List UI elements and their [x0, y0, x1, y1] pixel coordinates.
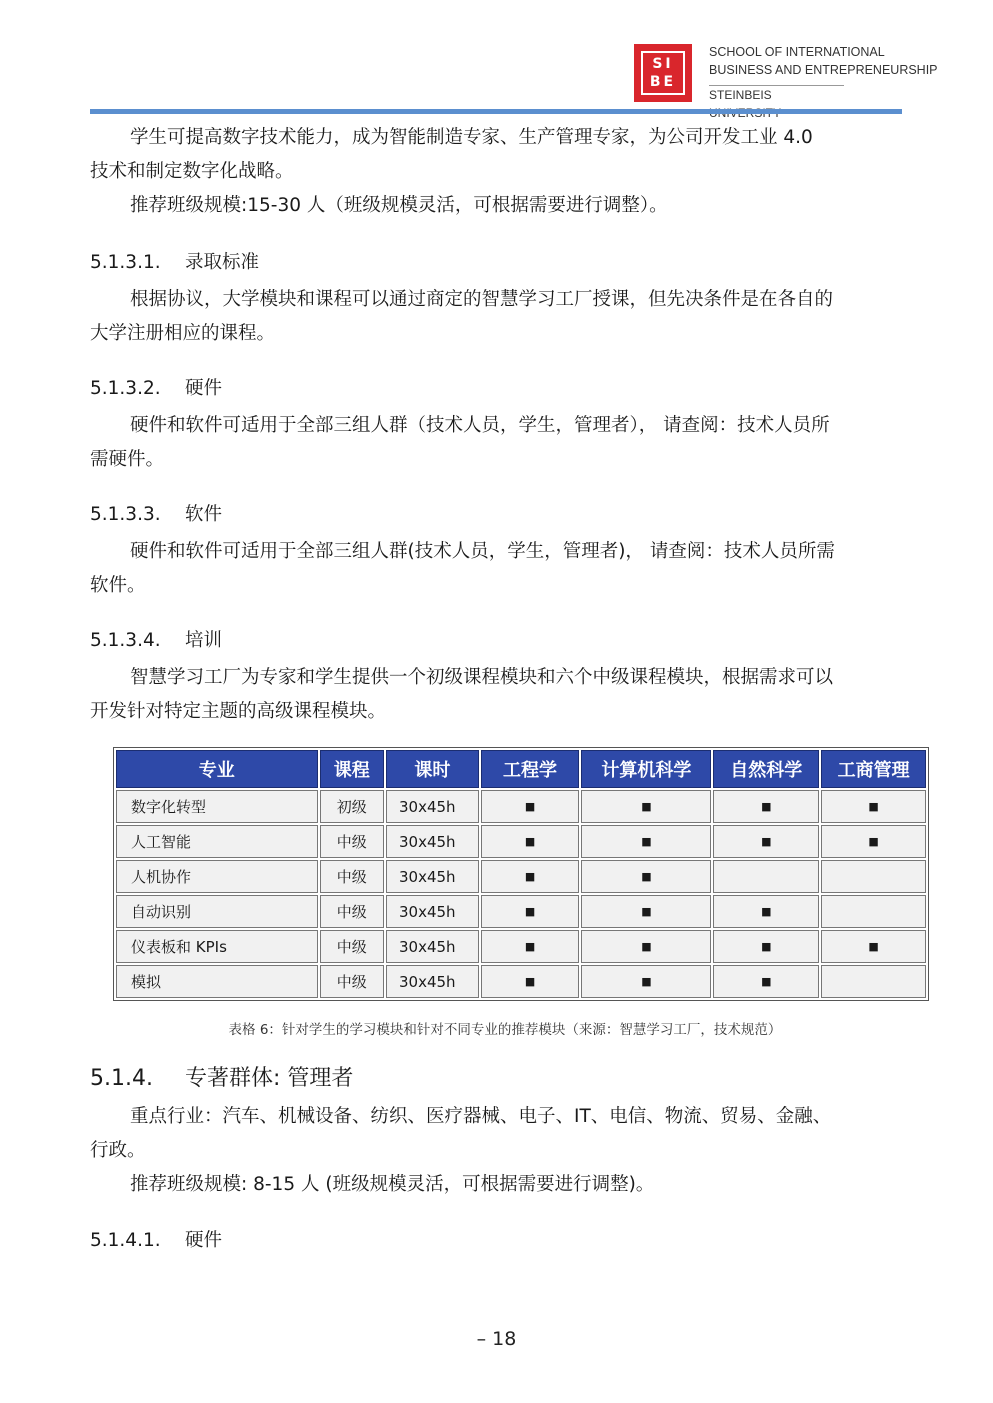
- header-major: 专业: [116, 750, 318, 788]
- mark-computer-science: ■: [581, 895, 711, 928]
- heading-5-1-3-4: [90, 626, 222, 656]
- section-number: 5.1.4.: [90, 1066, 153, 1091]
- mark-natural-science: ■: [713, 895, 819, 928]
- paragraph-industries: [90, 1100, 900, 1202]
- heading-5-1-3-2: [90, 374, 222, 404]
- header-hours: 课时: [386, 750, 479, 788]
- module-hours: 30x45h: [386, 825, 479, 858]
- mark-computer-science: ■: [581, 825, 711, 858]
- s2-line-1: 硬件和软件可适用于全部三组人群（技术人员，学生，管理者）， 请查阅：技术人员所: [130, 415, 830, 436]
- mark-business-admin: [821, 965, 926, 998]
- section-title: 硬件: [185, 1230, 223, 1251]
- section-title: 专著群体: 管理者: [185, 1066, 354, 1091]
- s1-line-1: 根据协议，大学模块和课程可以通过商定的智慧学习工厂授课，但先决条件是在各自的: [130, 289, 834, 310]
- section-title: 硬件: [185, 378, 223, 399]
- header-business-admin: 工商管理: [821, 750, 926, 788]
- p2-class-size: 推荐班级规模:15-30 人（班级规模灵活，可根据需要进行调整）。: [130, 195, 668, 216]
- section-number: 5.1.3.3.: [90, 504, 161, 525]
- mark-engineering: ■: [481, 825, 580, 858]
- module-name: 自动识别: [116, 895, 318, 928]
- module-level: 中级: [320, 825, 384, 858]
- heading-5-1-4: [90, 1063, 353, 1095]
- s3-line-1: 硬件和软件可适用于全部三组人群(技术人员，学生，管理者)， 请查阅：技术人员所需: [130, 541, 835, 562]
- logo-line-1: SI: [652, 56, 674, 72]
- mark-computer-science: ■: [581, 790, 711, 823]
- module-name: 数字化转型: [116, 790, 318, 823]
- mark-computer-science: ■: [581, 860, 711, 893]
- industries-line-2: 行政。: [90, 1140, 146, 1161]
- table-caption: 表格 6：针对学生的学习模块和针对不同专业的推荐模块（来源：智慧学习工厂，技术规范）: [228, 1022, 782, 1038]
- university-name: STEINBEIS: [709, 85, 844, 122]
- module-level: 初级: [320, 790, 384, 823]
- mark-natural-science: ■: [713, 790, 819, 823]
- module-hours: 30x45h: [386, 895, 479, 928]
- mark-engineering: ■: [481, 895, 580, 928]
- p1-line-2: 技术和制定数字化战略。: [90, 161, 294, 182]
- header-engineering: 工程学: [481, 750, 580, 788]
- table-row: [116, 965, 926, 998]
- s4-line-1: 智慧学习工厂为专家和学生提供一个初级课程模块和六个中级课程模块，根据需求可以: [130, 667, 834, 688]
- section-title: 培训: [185, 630, 223, 651]
- mark-business-admin: [821, 895, 926, 928]
- header-natural-science: 自然科学: [713, 750, 819, 788]
- paragraph-training: [90, 661, 900, 729]
- mark-engineering: ■: [481, 790, 580, 823]
- module-name: 人机协作: [116, 860, 318, 893]
- module-level: 中级: [320, 860, 384, 893]
- module-hours: 30x45h: [386, 860, 479, 893]
- module-hours: 30x45h: [386, 930, 479, 963]
- mark-computer-science: ■: [581, 930, 711, 963]
- table-row: [116, 860, 926, 893]
- paragraph-admission: [90, 283, 900, 351]
- school-line-2: BUSINESS AND ENTREPRENEURSHIP: [709, 63, 938, 77]
- header-rule: [90, 109, 902, 114]
- heading-5-1-3-1: [90, 248, 259, 278]
- s2-line-2: 需硬件。: [90, 449, 165, 470]
- sibe-logo: [634, 44, 692, 102]
- section-title: 软件: [185, 504, 223, 525]
- mark-natural-science: ■: [713, 825, 819, 858]
- s3-line-2: 软件。: [90, 575, 146, 596]
- mark-engineering: ■: [481, 965, 580, 998]
- heading-5-1-3-3: [90, 500, 222, 530]
- mark-natural-science: ■: [713, 930, 819, 963]
- mark-business-admin: ■: [821, 790, 926, 823]
- module-hours: 30x45h: [386, 965, 479, 998]
- page-number: – 18: [476, 1328, 517, 1350]
- mark-engineering: ■: [481, 930, 580, 963]
- section-number: 5.1.3.1.: [90, 252, 161, 273]
- table-row: [116, 825, 926, 858]
- mark-computer-science: ■: [581, 965, 711, 998]
- module-hours: 30x45h: [386, 790, 479, 823]
- mark-natural-science: ■: [713, 965, 819, 998]
- module-name: 人工智能: [116, 825, 318, 858]
- s1-line-2: 大学注册相应的课程。: [90, 323, 276, 344]
- modules-table: [113, 747, 929, 1001]
- s4-line-2: 开发针对特定主题的高级课程模块。: [90, 701, 387, 722]
- module-name: 模拟: [116, 965, 318, 998]
- heading-5-1-4-1: [90, 1226, 222, 1256]
- industries-line-1: 重点行业：汽车、机械设备、纺织、医疗器械、电子、IT、电信、物流、贸易、金融、: [130, 1106, 832, 1127]
- table-row: [116, 930, 926, 963]
- sibe-logo-mark: [641, 51, 685, 95]
- paragraph-students-skills: [90, 121, 900, 223]
- module-level: 中级: [320, 930, 384, 963]
- paragraph-software: [90, 535, 900, 603]
- mark-business-admin: [821, 860, 926, 893]
- mark-natural-science: [713, 860, 819, 893]
- module-level: 中级: [320, 965, 384, 998]
- table-row: [116, 790, 926, 823]
- manager-class-size: 推荐班级规模: 8-15 人 (班级规模灵活，可根据需要进行调整)。: [130, 1174, 655, 1195]
- header-computer-science: 计算机科学: [581, 750, 711, 788]
- logo-line-2: BE: [649, 74, 677, 90]
- header-course: 课程: [320, 750, 384, 788]
- section-title: 录取标准: [185, 252, 260, 273]
- module-level: 中级: [320, 895, 384, 928]
- mark-engineering: ■: [481, 860, 580, 893]
- mark-business-admin: ■: [821, 930, 926, 963]
- table-row: [116, 895, 926, 928]
- school-line-1: SCHOOL OF INTERNATIONAL: [709, 45, 885, 59]
- section-number: 5.1.3.2.: [90, 378, 161, 399]
- table-header-row: [116, 750, 926, 788]
- mark-business-admin: ■: [821, 825, 926, 858]
- p1-line-1: 学生可提高数字技术能力，成为智能制造专家、生产管理专家，为公司开发工业 4.0: [130, 127, 813, 148]
- module-name: 仪表板和 KPIs: [116, 930, 318, 963]
- section-number: 5.1.4.1.: [90, 1230, 161, 1251]
- section-number: 5.1.3.4.: [90, 630, 161, 651]
- paragraph-hardware: [90, 409, 900, 477]
